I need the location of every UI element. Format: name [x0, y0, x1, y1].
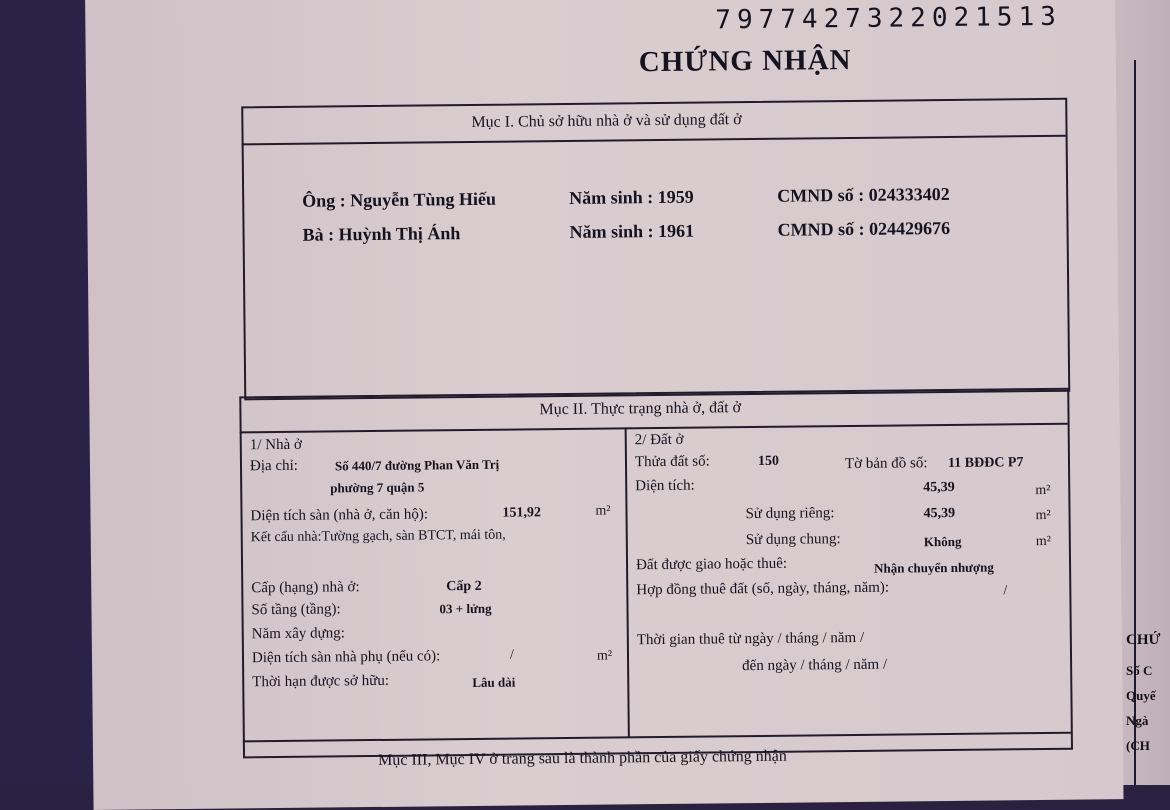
lease-from: Thời gian thuê từ ngày / tháng / năm /	[636, 629, 865, 649]
grade-value: Cấp 2	[446, 578, 482, 595]
term-value: Lâu dài	[472, 674, 516, 690]
private-use-unit: m²	[1035, 507, 1051, 524]
grade-label: Cấp (hạng) nhà ở:	[251, 579, 360, 597]
lease-to: đến ngày / tháng / năm /	[742, 656, 888, 675]
address-line2: phường 7 quận 5	[330, 479, 425, 496]
land-title: 2/ Đất ở	[634, 431, 684, 449]
background-left	[0, 0, 95, 785]
certificate-title: CHỨNG NHẬN	[638, 43, 852, 79]
floors-label: Số tầng (tầng):	[251, 601, 341, 619]
owner2-birth: Năm sinh : 1961	[569, 220, 695, 242]
parcel-value: 150	[757, 453, 780, 469]
owner2-name: Bà : Huỳnh Thị Ánh	[302, 223, 461, 245]
floor-area-unit: m²	[595, 503, 611, 519]
address-label: Địa chỉ:	[249, 457, 298, 475]
owner1-name: Ông : Nguyễn Tùng Hiếu	[302, 188, 497, 211]
adjacent-text-3: Quyế	[1126, 688, 1156, 703]
allocation-label: Đất được giao hoặc thuê:	[635, 555, 788, 574]
house-title: 1/ Nhà ở	[249, 436, 302, 454]
land-area-label: Diện tích:	[635, 477, 695, 495]
land-area-value: 45,39	[923, 479, 955, 496]
year-label: Năm xây dựng:	[251, 625, 345, 643]
floors-value: 03 + lửng	[439, 600, 492, 617]
parcel-label: Thửa đất số:	[634, 453, 710, 471]
lease-contract-value: /	[1003, 583, 1008, 599]
aux-area-unit: m²	[596, 648, 613, 664]
aux-area-value: /	[509, 647, 514, 663]
adjacent-text-4: Ngà	[1126, 713, 1149, 728]
certificate-page	[85, 0, 1124, 810]
land-area-unit: m²	[1035, 482, 1051, 499]
private-use-value: 45,39	[923, 505, 956, 522]
lease-contract-label: Hợp đồng thuê đất (số, ngày, tháng, năm):	[636, 579, 890, 599]
allocation-value: Nhận chuyển nhượng	[874, 559, 994, 576]
shared-use-label: Sử dụng chung:	[745, 531, 841, 549]
term-label: Thời hạn được sở hữu:	[252, 672, 390, 691]
floor-area-label: Diện tích sàn (nhà ở, căn hộ):	[250, 506, 429, 525]
owner1-birth: Năm sinh : 1959	[569, 186, 694, 208]
owner2-id: CMND số : 024429676	[777, 217, 951, 240]
address-line1: Số 440/7 đường Phan Văn Trị	[334, 456, 500, 474]
section1-heading: Mục I. Chủ sở hữu nhà ở và sử dụng đất ở	[471, 111, 742, 131]
map-label: Tờ bản đồ số:	[844, 455, 928, 473]
serial-number: 7977427322021513	[715, 1, 1062, 36]
owner1-id: CMND số : 024333402	[777, 183, 950, 206]
adjacent-text-5: (CH	[1126, 738, 1150, 753]
structure: Kết cấu nhà:Tường gạch, sàn BTCT, mái tôn,	[250, 527, 506, 546]
private-use-label: Sử dụng riêng:	[745, 505, 835, 523]
map-value: 11 BĐĐC P7	[947, 455, 1024, 471]
aux-area-label: Diện tích sàn nhà phụ (nếu có):	[251, 648, 441, 667]
shared-use-unit: m²	[1035, 533, 1051, 550]
footer-note: Mục III, Mục IV ở trang sau là thành phần của giấy chứng nhận	[377, 747, 787, 769]
section2-heading: Mục II. Thực trạng nhà ở, đất ở	[539, 399, 742, 419]
adjacent-text-2: Số C	[1126, 663, 1153, 678]
adjacent-text-1: CHỨ	[1126, 632, 1161, 648]
shared-use-value: Không	[923, 533, 962, 550]
floor-area-value: 151,92	[502, 505, 542, 521]
